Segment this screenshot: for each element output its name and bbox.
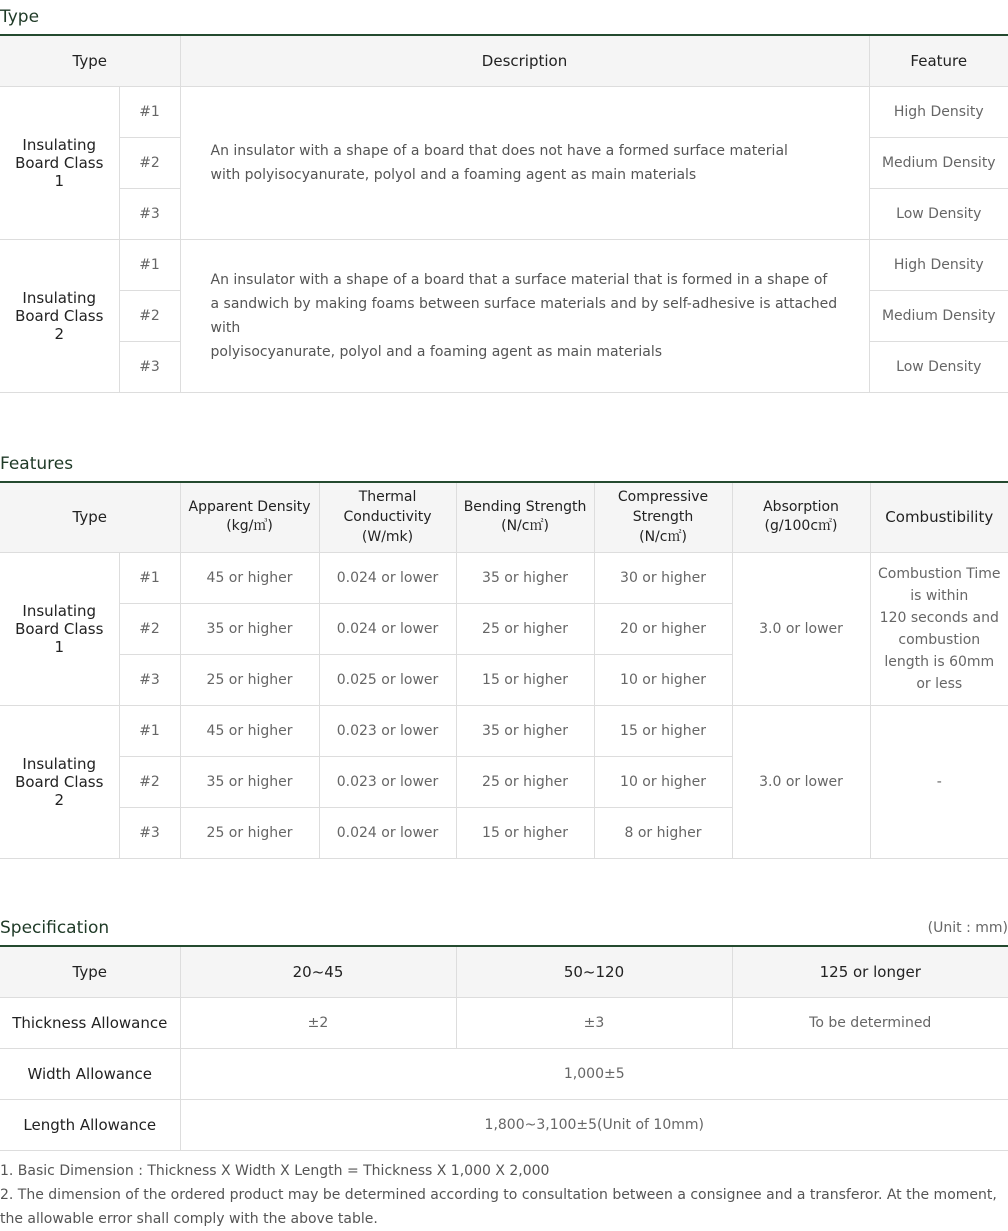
features-class2-bending-2: 25 or higher bbox=[456, 757, 594, 808]
type-class2-description bbox=[180, 239, 869, 392]
features-class2-bending-1: 35 or higher bbox=[456, 706, 594, 757]
header-line: Conductivity bbox=[343, 509, 432, 526]
header-line: (W/mk) bbox=[361, 529, 414, 546]
type-section-title-text: Type bbox=[0, 7, 40, 27]
features-class1-bending-2: 25 or higher bbox=[456, 604, 594, 655]
type-class2-feature-3: Low Density bbox=[869, 341, 1008, 392]
header-line: (g/100c㎡) bbox=[764, 518, 838, 535]
spec-thickness-label: Thickness Allowance bbox=[0, 997, 180, 1048]
features-class1-num-3: #3 bbox=[119, 655, 180, 706]
combustibility-line: Combustion Time bbox=[877, 566, 1001, 582]
features-class2-num-3: #3 bbox=[119, 808, 180, 859]
header-line: Thermal bbox=[358, 489, 417, 506]
spec-section-title bbox=[0, 911, 1008, 947]
combustibility-line: length is 60mm bbox=[884, 654, 995, 670]
description-line: An insulator with a shape of a board that a surface material that is formed in a shape of bbox=[210, 271, 828, 288]
description-line: with polyisocyanurate, polyol and a foaming agent as main materials bbox=[210, 166, 697, 183]
features-class1-density-3: 25 or higher bbox=[180, 655, 319, 706]
features-class1-density-1: 45 or higher bbox=[180, 553, 319, 604]
features-class2-name-text: Insulating Board Class 2 bbox=[15, 755, 104, 809]
features-class2-num-2: #2 bbox=[119, 757, 180, 808]
type-class1-name-text: Insulating Board Class 1 bbox=[15, 135, 104, 190]
features-table bbox=[0, 483, 1008, 860]
features-class2-num-1: #1 bbox=[119, 706, 180, 757]
spec-header-range-1: 20~45 bbox=[180, 947, 456, 997]
features-class2-thermal-1: 0.023 or lower bbox=[319, 706, 456, 757]
spec-length-value: 1,800~3,100±5(Unit of 10mm) bbox=[180, 1099, 1008, 1150]
features-section-title-text: Features bbox=[0, 453, 74, 474]
header-line: (N/c㎡) bbox=[501, 518, 549, 535]
features-class1-thermal-1: 0.024 or lower bbox=[319, 553, 456, 604]
features-class1-num-1: #1 bbox=[119, 553, 180, 604]
spec-header-type: Type bbox=[0, 947, 180, 997]
features-header-density bbox=[180, 483, 319, 553]
type-header-description: Description bbox=[180, 36, 869, 86]
features-class2-thermal-2: 0.023 or lower bbox=[319, 757, 456, 808]
type-class1-feature-2: Medium Density bbox=[869, 137, 1008, 188]
features-header-type: Type bbox=[0, 483, 180, 553]
header-line: Bending Strength bbox=[463, 499, 587, 516]
spec-width-label: Width Allowance bbox=[0, 1048, 180, 1099]
features-class2-compressive-3: 8 or higher bbox=[594, 808, 732, 859]
type-class1-feature-3: Low Density bbox=[869, 188, 1008, 239]
note-line: 1. Basic Dimension : Thickness X Width X Length = Thickness X 1,000 X 2,000 bbox=[0, 1162, 550, 1179]
features-class1-name bbox=[0, 553, 119, 706]
combustibility-line: 120 seconds and bbox=[879, 610, 999, 626]
type-class2-num-1: #1 bbox=[119, 239, 180, 290]
features-class1-absorption: 3.0 or lower bbox=[732, 553, 870, 706]
spec-thickness-value-1: ±2 bbox=[180, 997, 456, 1048]
spec-unit-label: (Unit : mm) bbox=[927, 920, 1008, 936]
features-class2-bending-3: 15 or higher bbox=[456, 808, 594, 859]
features-class1-thermal-2: 0.024 or lower bbox=[319, 604, 456, 655]
header-line: Strength bbox=[632, 509, 694, 526]
features-header-compressive bbox=[594, 483, 732, 553]
type-section-title bbox=[0, 0, 1008, 36]
description-line: polyisocyanurate, polyol and a foaming agent as main materials bbox=[210, 343, 663, 360]
combustibility-line: or less bbox=[916, 676, 963, 692]
features-class1-combustibility bbox=[870, 553, 1008, 706]
features-class2-density-1: 45 or higher bbox=[180, 706, 319, 757]
features-header-thermal bbox=[319, 483, 456, 553]
note-line: the allowable error shall comply with the above table. bbox=[0, 1210, 378, 1227]
type-class2-feature-1: High Density bbox=[869, 239, 1008, 290]
features-class1-compressive-3: 10 or higher bbox=[594, 655, 732, 706]
type-class2-num-2: #2 bbox=[119, 290, 180, 341]
header-line: Apparent Density bbox=[188, 499, 311, 516]
features-class1-thermal-3: 0.025 or lower bbox=[319, 655, 456, 706]
spec-thickness-value-3: To be determined bbox=[732, 997, 1008, 1048]
combustibility-line: - bbox=[936, 774, 942, 790]
features-class2-name bbox=[0, 706, 119, 859]
note-line: 2. The dimension of the ordered product may be determined according to consultation between a consignee and a transferor. At the moment, bbox=[0, 1186, 997, 1203]
features-class2-compressive-1: 15 or higher bbox=[594, 706, 732, 757]
type-class1-num-3: #3 bbox=[119, 188, 180, 239]
combustibility-line: combustion bbox=[898, 632, 981, 648]
header-line: Compressive bbox=[617, 489, 709, 506]
type-class2-name bbox=[0, 239, 119, 392]
header-line: Absorption bbox=[763, 499, 839, 516]
spec-header-range-3: 125 or longer bbox=[732, 947, 1008, 997]
features-class1-bending-3: 15 or higher bbox=[456, 655, 594, 706]
features-class2-thermal-3: 0.024 or lower bbox=[319, 808, 456, 859]
spacer bbox=[0, 859, 1008, 911]
type-header-type: Type bbox=[0, 36, 180, 86]
features-class1-compressive-1: 30 or higher bbox=[594, 553, 732, 604]
features-class2-compressive-2: 10 or higher bbox=[594, 757, 732, 808]
spec-length-label: Length Allowance bbox=[0, 1099, 180, 1150]
features-class1-compressive-2: 20 or higher bbox=[594, 604, 732, 655]
spec-width-value: 1,000±5 bbox=[180, 1048, 1008, 1099]
spec-thickness-value-2: ±3 bbox=[456, 997, 732, 1048]
spec-section-title-text: Specification bbox=[0, 918, 110, 938]
type-header-feature: Feature bbox=[869, 36, 1008, 86]
features-class2-density-3: 25 or higher bbox=[180, 808, 319, 859]
spec-table bbox=[0, 947, 1008, 1151]
spec-header-range-2: 50~120 bbox=[456, 947, 732, 997]
notes bbox=[0, 1151, 1008, 1231]
type-class1-num-1: #1 bbox=[119, 86, 180, 137]
features-class1-num-2: #2 bbox=[119, 604, 180, 655]
header-line: (N/c㎡) bbox=[639, 529, 687, 546]
combustibility-line: is within bbox=[910, 588, 969, 604]
features-header-bending bbox=[456, 483, 594, 553]
type-class1-name bbox=[0, 86, 119, 239]
header-line: (kg/㎥) bbox=[226, 518, 273, 535]
type-class1-feature-1: High Density bbox=[869, 86, 1008, 137]
features-class2-absorption: 3.0 or lower bbox=[732, 706, 870, 859]
features-class1-bending-1: 35 or higher bbox=[456, 553, 594, 604]
spacer bbox=[0, 393, 1008, 447]
features-class1-density-2: 35 or higher bbox=[180, 604, 319, 655]
features-section-title bbox=[0, 447, 1008, 483]
features-class2-density-2: 35 or higher bbox=[180, 757, 319, 808]
description-line: An insulator with a shape of a board that does not have a formed surface material bbox=[210, 142, 788, 159]
features-class2-combustibility bbox=[870, 706, 1008, 859]
type-class1-description bbox=[180, 86, 869, 239]
features-header-combustibility: Combustibility bbox=[870, 483, 1008, 553]
type-table bbox=[0, 36, 1008, 393]
description-line: a sandwich by making foams between surface materials and by self-adhesive is attached with bbox=[210, 295, 838, 336]
type-class2-name-text: Insulating Board Class 2 bbox=[15, 288, 104, 343]
type-class1-num-2: #2 bbox=[119, 137, 180, 188]
features-class1-name-text: Insulating Board Class 1 bbox=[15, 602, 104, 656]
type-class2-feature-2: Medium Density bbox=[869, 290, 1008, 341]
features-header-absorption bbox=[732, 483, 870, 553]
type-class2-num-3: #3 bbox=[119, 341, 180, 392]
